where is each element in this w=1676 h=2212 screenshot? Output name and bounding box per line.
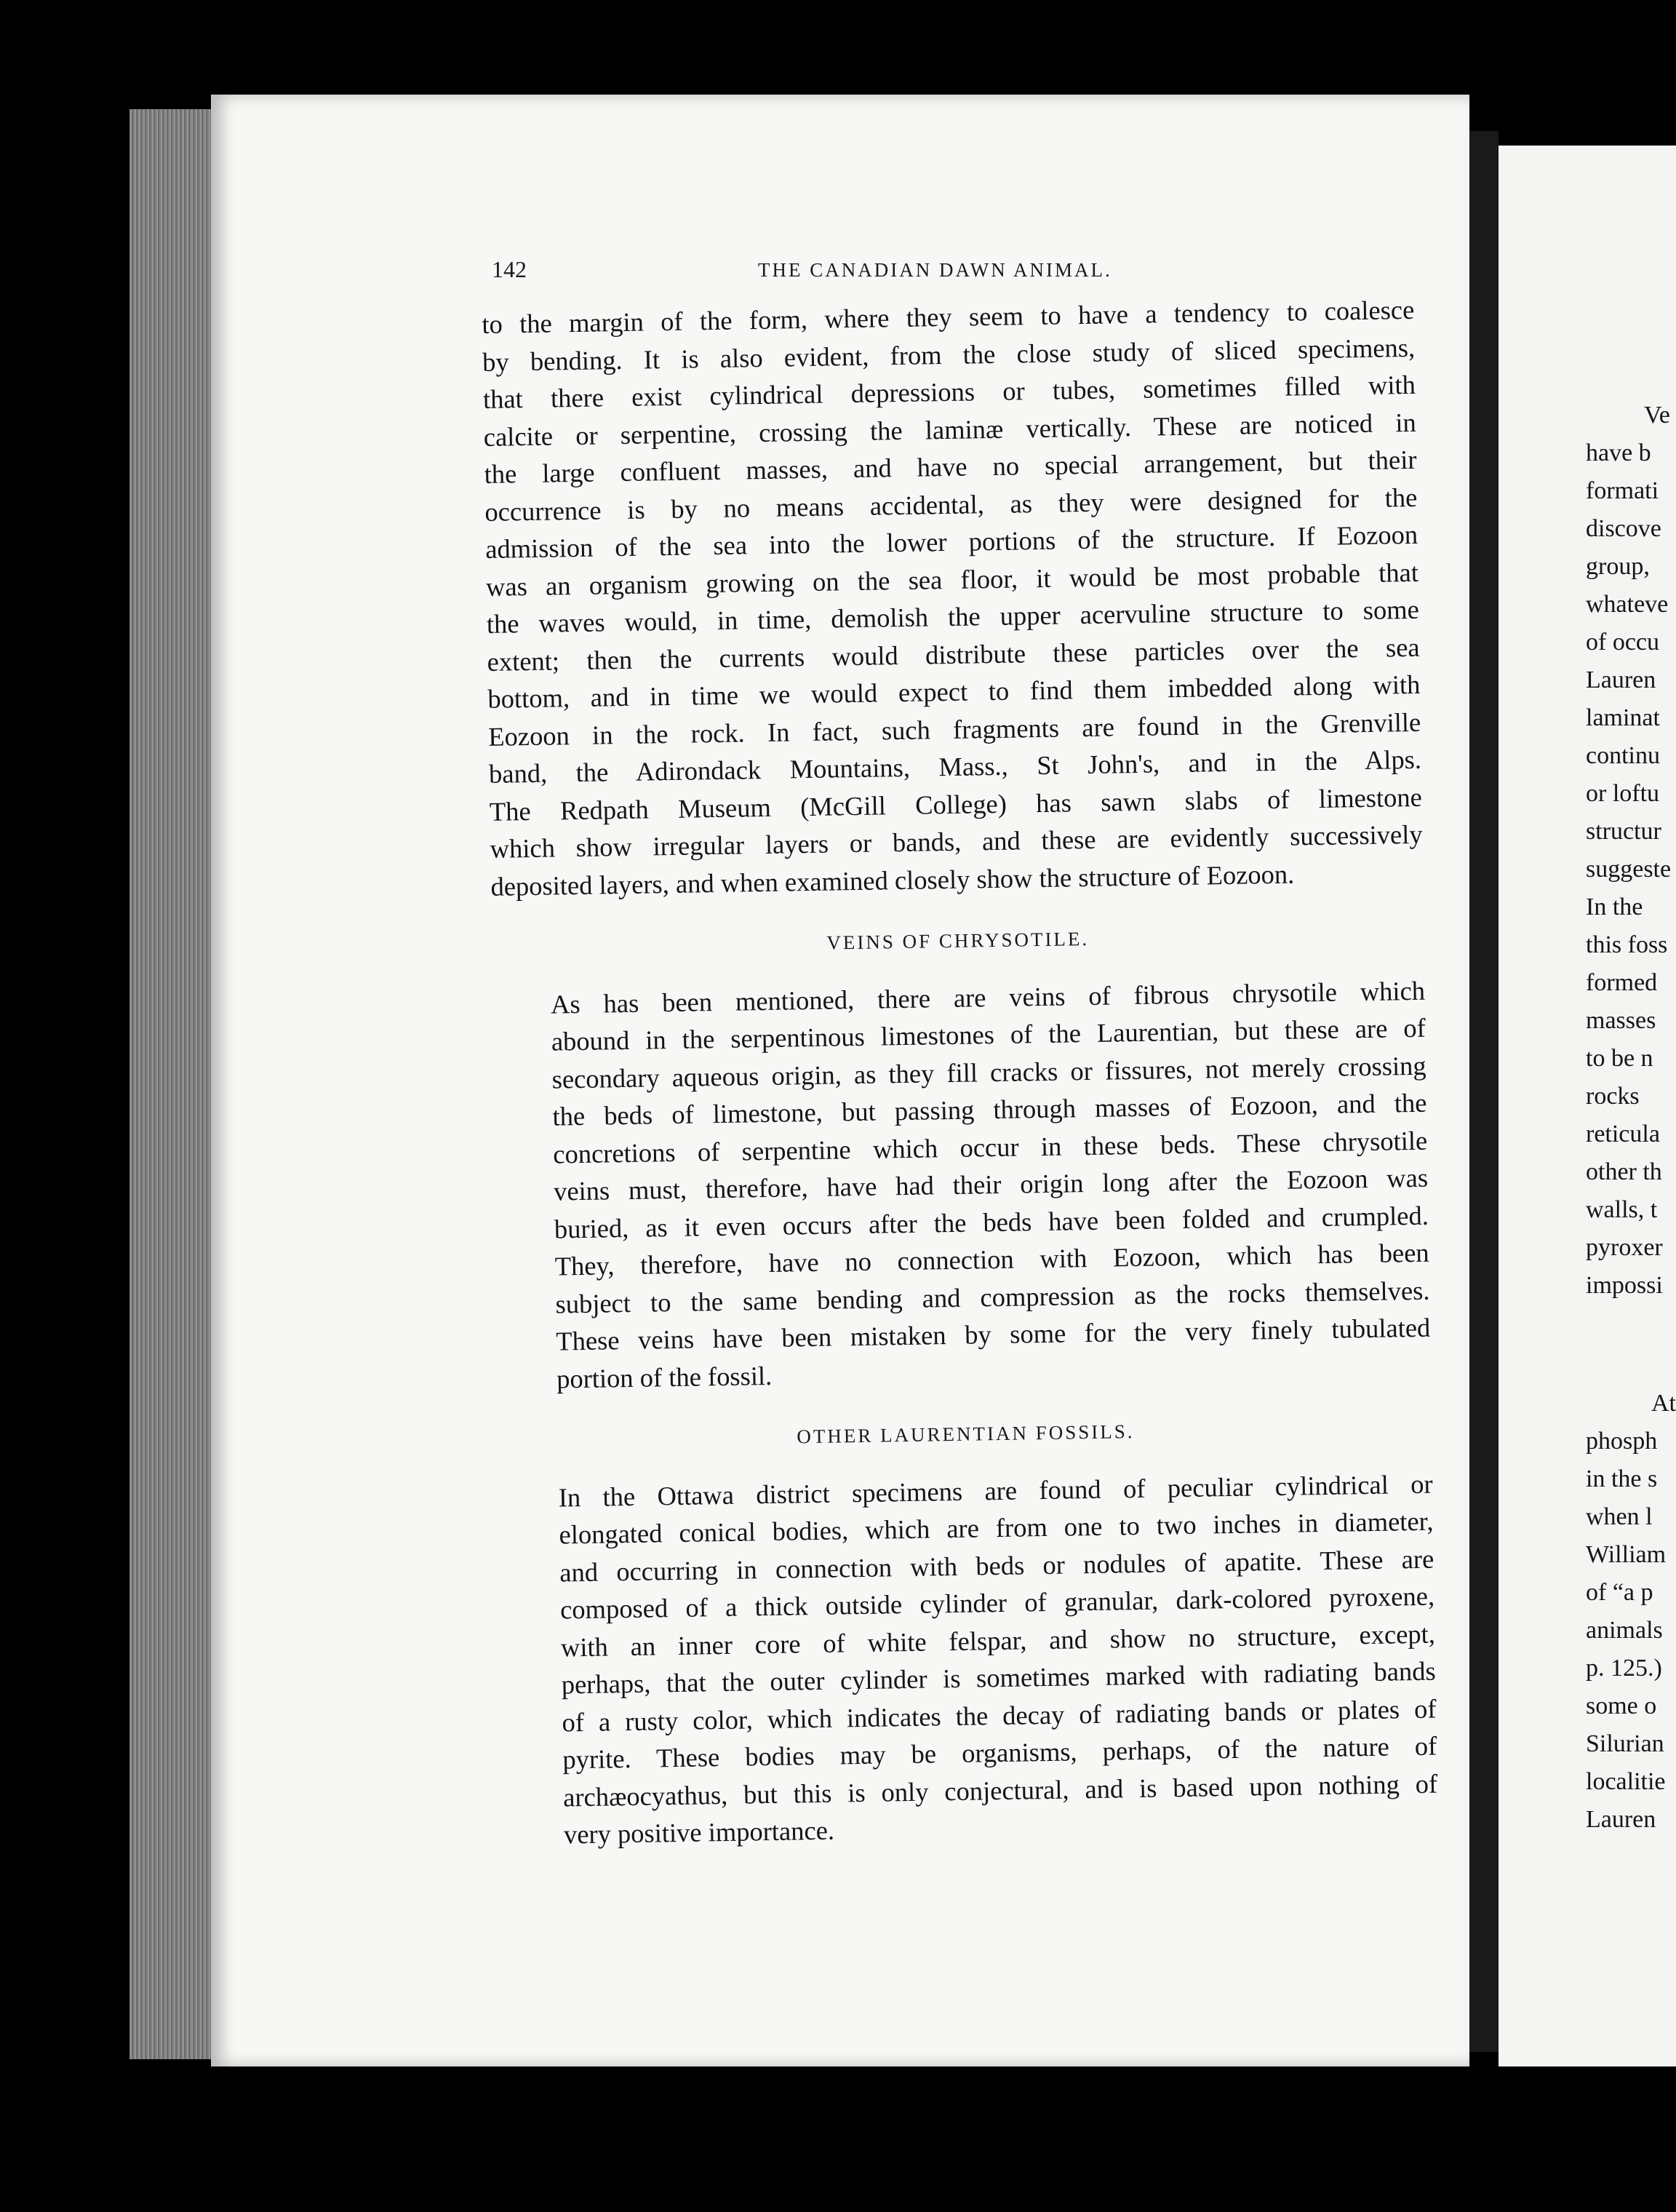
text-line: was an organism growing on the sea floor, it would be most probable that xyxy=(485,557,1419,602)
text-line: pyrite. These bodies may be organisms, perhaps, of the nature of xyxy=(562,1730,1437,1775)
text-line: The Redpath Museum (McGill College) has sawn slabs of limestone xyxy=(489,781,1423,827)
text-line: by bending. It is also evident, from the close study of sliced specimens, xyxy=(482,332,1416,377)
text-line: calcite or serpentine, crossing the laminæ vertically. These are noticed in xyxy=(483,407,1416,452)
text-line: of a rusty color, which indicates the decay of radiating bands or plates of xyxy=(562,1693,1437,1738)
text-line: that there exist cylindrical depressions or tubes, sometimes filled with xyxy=(482,369,1416,414)
facing-line: Lauren xyxy=(1586,667,1656,693)
facing-page-text xyxy=(1586,397,1676,1839)
paragraph-margin-of-form xyxy=(482,291,1424,905)
facing-line: phosph xyxy=(1586,1428,1658,1455)
facing-line: discove xyxy=(1586,515,1661,542)
book-page-edges xyxy=(129,109,211,2059)
facing-line: walls, t xyxy=(1586,1196,1658,1223)
text-line: In the Ottawa district specimens are found of peculiar cylindrical or xyxy=(558,1468,1433,1513)
facing-line: in the s xyxy=(1586,1465,1658,1492)
text-line: band, the Adirondack Mountains, Mass., St John's, and in the Alps. xyxy=(488,744,1422,789)
facing-line: suggeste xyxy=(1586,856,1672,883)
facing-line: when l xyxy=(1586,1503,1653,1530)
text-line: the beds of limestone, but passing through masses of Eozoon, and the xyxy=(552,1087,1427,1131)
text-line: very positive importance. xyxy=(563,1815,835,1850)
facing-line: whateve xyxy=(1586,591,1669,618)
running-title-text: THE CANADIAN DAWN ANIMAL. xyxy=(758,259,1112,281)
facing-line: p. 125.) xyxy=(1586,1655,1662,1682)
facing-line: this foss xyxy=(1586,931,1668,958)
text-line: which show irregular layers or bands, and these are evidently successively xyxy=(490,819,1423,864)
facing-line: formati xyxy=(1586,477,1659,504)
paragraph-veins xyxy=(492,971,1432,1399)
facing-line: Lauren xyxy=(1586,1806,1656,1833)
facing-line: have b xyxy=(1586,439,1651,466)
text-line: veins must, therefore, have had their origin long after the Eozoon was xyxy=(553,1162,1429,1206)
text-line: composed of a thick outside cylinder of granular, dark-colored pyroxene, xyxy=(559,1580,1435,1625)
facing-line: group, xyxy=(1586,553,1650,580)
facing-line: In the xyxy=(1586,894,1643,920)
facing-line: Ve xyxy=(1644,402,1670,429)
facing-line: structur xyxy=(1586,818,1661,845)
facing-line: localitie xyxy=(1586,1768,1666,1795)
text-line: subject to the same bending and compression as the rocks themselves. xyxy=(555,1275,1430,1319)
text-line: secondary aqueous origin, as they fill cracks or fissures, not merely crossing xyxy=(551,1050,1426,1094)
facing-line: William xyxy=(1586,1541,1667,1568)
heading-veins-of-chrysotile: VEINS OF CHRYSOTILE. xyxy=(826,927,1090,954)
text-line: occurrence is by no means accidental, as they were designed for the xyxy=(484,482,1418,527)
text-line: deposited layers, and when examined closely show the structure of Eozoon. xyxy=(490,859,1295,902)
text-line: archæocyathus, but this is only conjectural, and is based upon nothing of xyxy=(562,1768,1438,1812)
text-line: perhaps, that the outer cylinder is sometimes marked with radiating bands xyxy=(561,1655,1436,1700)
text-line: extent; then the currents would distribute these particles over the sea xyxy=(487,632,1420,677)
text-line: concretions of serpentine which occur in these beds. These chrysotile xyxy=(552,1125,1428,1169)
text-line: portion of the fossil. xyxy=(556,1360,773,1394)
text-line: elongated conical bodies, which are from one to two inches in diameter, xyxy=(559,1505,1434,1550)
facing-line: pyroxer xyxy=(1586,1234,1663,1261)
facing-line: reticula xyxy=(1586,1121,1660,1147)
facing-line: continu xyxy=(1586,742,1660,769)
text-line: They, therefore, have no connection with Eozoon, which has been xyxy=(554,1237,1429,1281)
facing-line: of occu xyxy=(1586,629,1660,656)
facing-line: to be n xyxy=(1586,1045,1653,1072)
facing-line: some o xyxy=(1586,1692,1657,1719)
text-line: abound in the serpentinous limestones of the Laurentian, but these are of xyxy=(551,1012,1426,1057)
text-line: the waves would, in time, demolish the upper acervuline structure to some xyxy=(486,594,1420,639)
facing-line: laminat xyxy=(1586,704,1660,731)
paragraph-ottawa-district xyxy=(500,1465,1438,1854)
facing-line: animals xyxy=(1586,1617,1663,1644)
heading-other-laurentian-fossils: OTHER LAURENTIAN FOSSILS. xyxy=(797,1420,1135,1448)
facing-line: of “a p xyxy=(1586,1579,1653,1606)
facing-gap xyxy=(1586,1305,1676,1385)
text-line: the large confluent masses, and have no special arrangement, but their xyxy=(484,444,1417,489)
text-line: These veins have been mistaken by some for the very finely tubulated xyxy=(556,1312,1431,1356)
facing-line: formed xyxy=(1586,969,1658,996)
text-line: to the margin of the form, where they seem to have a tendency to coalesce xyxy=(482,294,1415,339)
text-line: admission of the sea into the lower portions of the structure. If Eozoon xyxy=(484,519,1418,564)
facing-line: impossi xyxy=(1586,1272,1663,1299)
text-line: with an inner core of white felspar, and show no structure, except, xyxy=(560,1618,1436,1663)
text-line: As has been mentioned, there are veins of fibrous chrysotile which xyxy=(550,975,1426,1019)
facing-line: At xyxy=(1651,1390,1676,1417)
facing-line: rocks xyxy=(1586,1083,1640,1110)
body-text xyxy=(482,291,1438,1854)
facing-line: Silurian xyxy=(1586,1730,1664,1757)
facing-line: or loftu xyxy=(1586,780,1660,807)
facing-line: other th xyxy=(1586,1158,1662,1185)
book-gutter xyxy=(1469,131,1499,2052)
page-number: 142 xyxy=(492,256,527,282)
facing-line: masses xyxy=(1586,1007,1656,1034)
text-line: Eozoon in the rock. In fact, such fragments are found in the Grenville xyxy=(487,707,1421,752)
text-line: buried, as it even occurs after the beds have been folded and crumpled. xyxy=(554,1200,1429,1244)
text-line: bottom, and in time we would expect to find them imbedded along with xyxy=(487,669,1421,714)
text-line: and occurring in connection with beds or nodules of apatite. These are xyxy=(559,1543,1434,1588)
